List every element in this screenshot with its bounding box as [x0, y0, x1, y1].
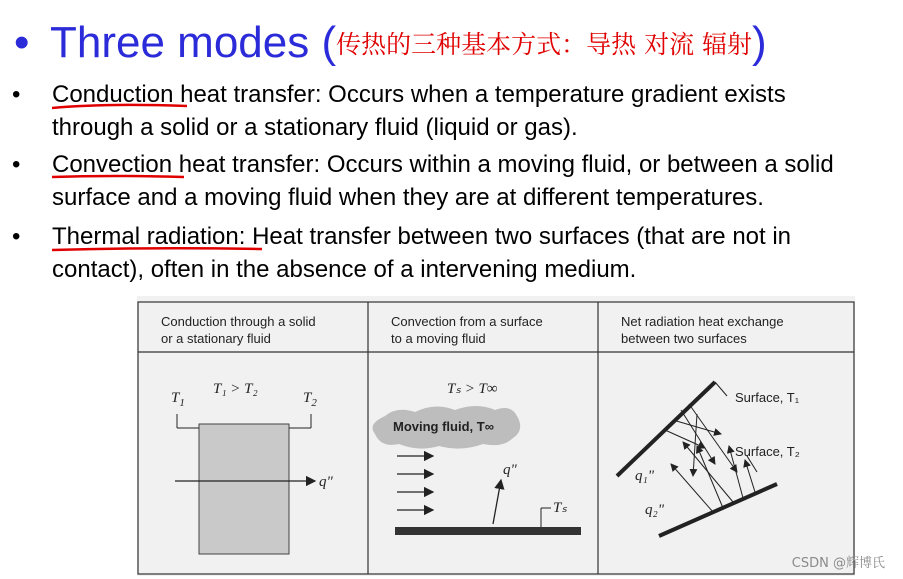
- bullet-marker: •: [12, 223, 21, 250]
- red-underline: [52, 170, 192, 182]
- conduction-flux: q": [319, 474, 333, 490]
- conduction-relation: T₁ > T₂: [213, 381, 258, 397]
- svg-text:T2: $T_2$: [303, 390, 317, 409]
- svg-text:T1: $T_1$: [171, 390, 185, 409]
- moving-fluid-label: Moving fluid, T∞: [393, 419, 494, 434]
- bullet-text: heat transfer: Occurs within a moving fluid, or between a solid: [172, 151, 834, 178]
- panel2-header-2: to a moving fluid: [391, 331, 486, 346]
- bullet-text-line2: through a solid or a stationary fluid (liquid or gas).: [52, 114, 578, 141]
- t1-label: T: [171, 390, 180, 406]
- bullet-convection: [12, 148, 903, 214]
- surface1-label: Surface, T₁: [735, 390, 800, 405]
- red-underline: [52, 242, 267, 254]
- convection-diagram: [373, 381, 581, 535]
- bullet-conduction: [12, 78, 903, 144]
- q2-label: q₂": [645, 502, 665, 518]
- surface-temp-label: Tₛ: [553, 500, 567, 516]
- watermark: CSDN @辉博氏: [791, 556, 885, 571]
- term-thermal-radiation: Thermal radiation: [52, 220, 239, 253]
- bullet-text: heat transfer: Occurs when a temperature gradient exists: [173, 81, 786, 108]
- convection-flux: q": [503, 462, 517, 478]
- radiation-diagram: [617, 382, 800, 536]
- bullet-text-line2: contact), often in the absence of a intervening medium.: [52, 256, 637, 283]
- bullet-marker: •: [12, 81, 21, 108]
- title-bullet: •: [14, 18, 30, 67]
- panel3-header: Net radiation heat exchange: [621, 314, 784, 329]
- red-underline: [52, 100, 192, 112]
- bullet-text-line2: surface and a moving fluid when they are at different temperatures.: [52, 184, 764, 211]
- title-chinese: 传热的三种基本方式：导热 对流 辐射: [336, 30, 753, 59]
- heat-transfer-figure: [137, 296, 855, 576]
- surface2-label: Surface, T₂: [735, 444, 800, 459]
- title-main: Three modes: [50, 18, 322, 67]
- panel2-header: Convection from a surface: [391, 314, 543, 329]
- term-convection: Convection: [52, 148, 172, 181]
- bullet-text: : Heat transfer between two surfaces (that are not in: [238, 223, 792, 250]
- title-open-paren: (: [321, 18, 337, 67]
- q1-label: q₁": [635, 468, 655, 484]
- conduction-diagram: [171, 381, 334, 554]
- slide-title: [14, 16, 767, 76]
- convection-relation: Tₛ > T∞: [447, 381, 498, 397]
- bullet-marker: •: [12, 151, 21, 178]
- panel1-header-2: or a stationary fluid: [161, 331, 271, 346]
- t2-label: T: [303, 390, 312, 406]
- bullet-radiation: [12, 220, 903, 286]
- term-conduction: Conduction: [52, 78, 173, 111]
- panel3-header-2: between two surfaces: [621, 331, 747, 346]
- panel1-header: Conduction through a solid: [161, 314, 316, 329]
- title-close-paren: ): [752, 18, 767, 67]
